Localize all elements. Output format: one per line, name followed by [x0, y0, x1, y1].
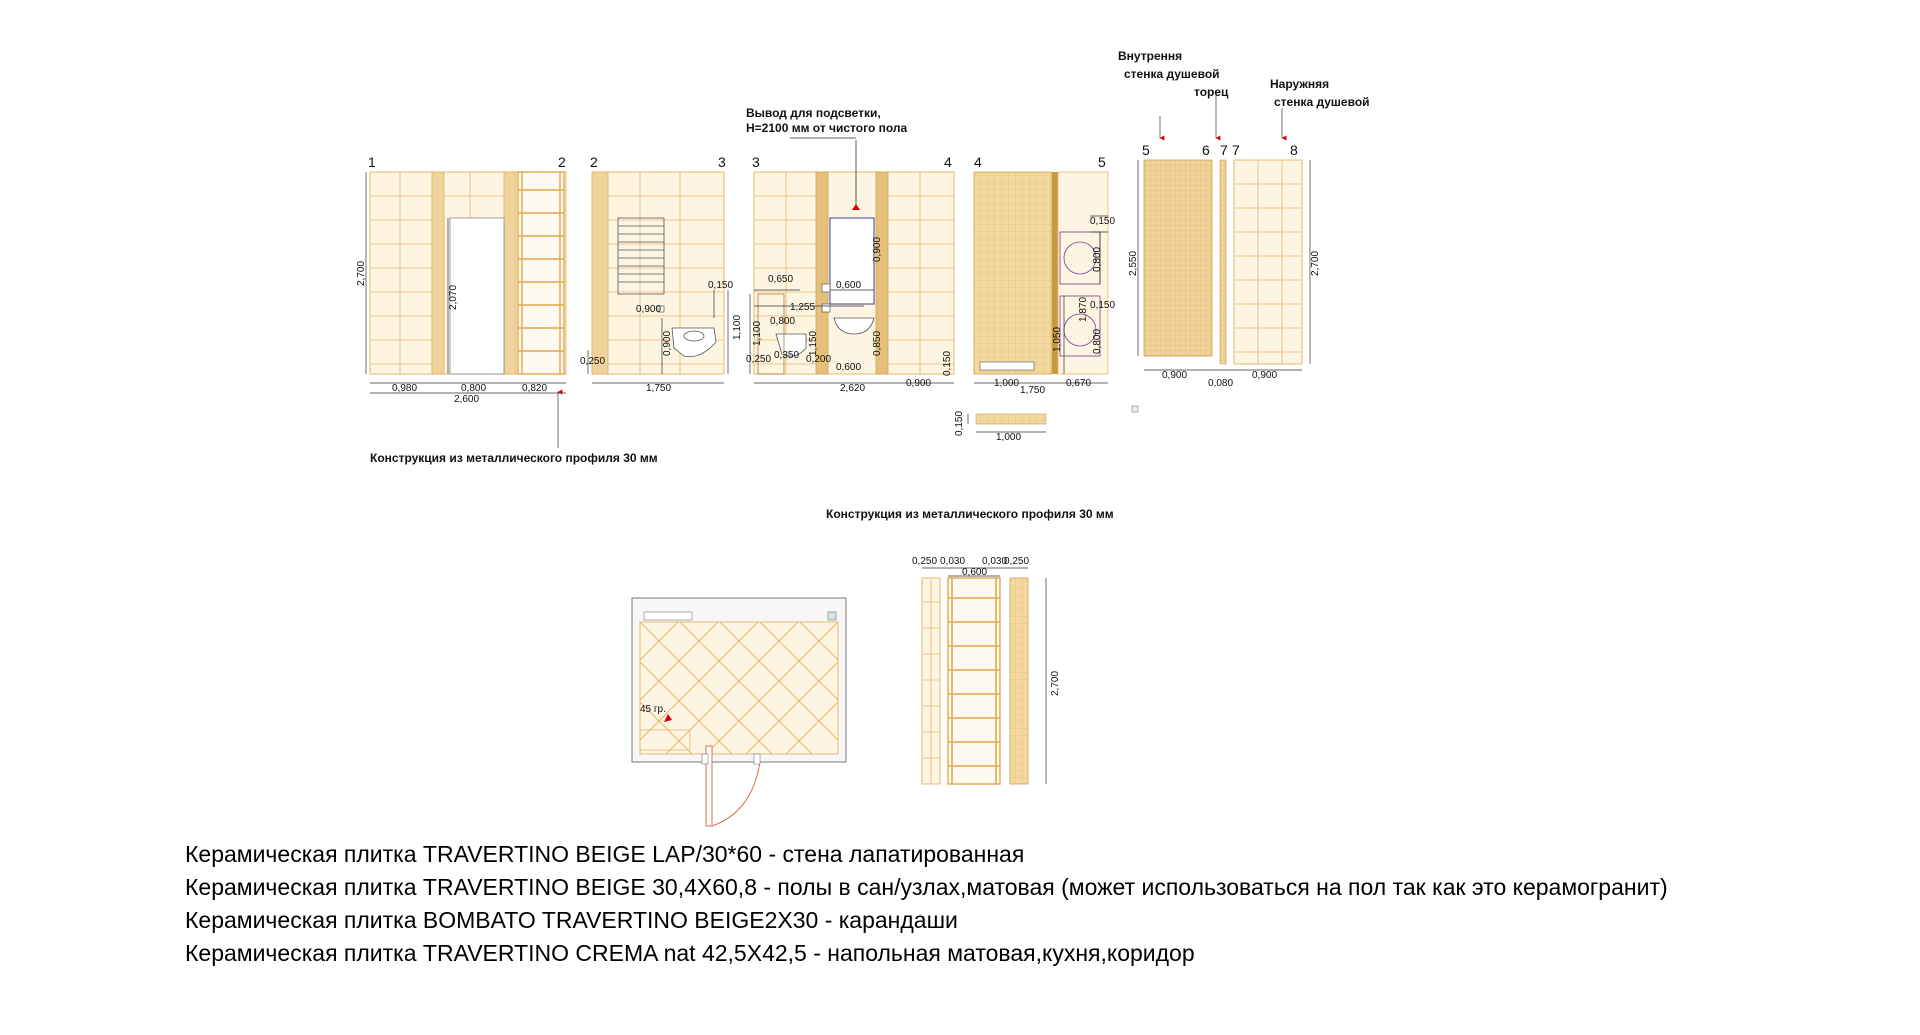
dim-1150: 1,150 [808, 330, 819, 356]
tile-legend [185, 838, 1885, 970]
legend-item: Керамическая плитка TRAVERTINO CREMA nat 42,5X42,5 - напольная матовая,кухня,коридор [185, 940, 1195, 966]
section-dim-4: 0,250 [1004, 556, 1030, 567]
dim-0600-b: 0,600 [836, 362, 862, 373]
dim-0800-b: 0,800 [1092, 328, 1103, 354]
dim-1000: 1,000 [994, 378, 1020, 389]
dim-door-height: 2,070 [448, 284, 459, 310]
axis-label-5: 5 [1098, 154, 1106, 170]
elevation-5-8 [1128, 92, 1321, 412]
dim-total-2: 1,750 [646, 383, 672, 394]
dim-0250: 0,250 [580, 356, 606, 367]
dim-height: 2,700 [356, 260, 367, 286]
section-width: 0,600 [962, 567, 988, 578]
lighting-note-line-1: Вывод для подсветки, [746, 106, 881, 120]
legend-item: Керамическая плитка TRAVERTINO BEIGE LAP/30*60 - стена лапатированная [185, 841, 1025, 867]
profile-note-2: Конструкция из металлического профиля 30 мм [826, 507, 1114, 521]
dim-0800-a: 0,800 [1092, 246, 1103, 272]
axis-label-3b: 3 [752, 154, 760, 170]
dim-0600-a: 0,600 [836, 280, 862, 291]
elevation-1-2 [356, 154, 566, 405]
inner-wall-line-1: Внутрення [1118, 49, 1183, 63]
axis-label-4: 4 [944, 154, 952, 170]
angle-label: 45 гр. [640, 704, 666, 715]
section-detail [912, 556, 1061, 784]
dim-0900-d: 0,900 [1162, 370, 1188, 381]
axis-label-2: 2 [558, 154, 566, 170]
elevation-3-4 [746, 138, 954, 394]
axis-label-2b: 2 [590, 154, 598, 170]
dim-1100: 1,100 [732, 314, 743, 340]
outer-wall-line-2: стенка душевой [1274, 95, 1370, 109]
axis-label-8: 8 [1290, 142, 1298, 158]
profile-note-1: Конструкция из металлического профиля 30 мм [370, 451, 658, 465]
dim-2700-b: 2,700 [1310, 250, 1321, 276]
dim-width-3: 0,820 [522, 383, 548, 394]
dim-1050: 1,050 [1052, 326, 1063, 352]
dim-0080: 0,080 [1208, 378, 1234, 389]
axis-label-7a: 7 [1220, 142, 1228, 158]
dim-0650: 0,650 [768, 274, 794, 285]
section-dim-3: 0,030 [982, 556, 1008, 567]
axis-label-4b: 4 [974, 154, 982, 170]
axis-label-7b: 7 [1232, 142, 1240, 158]
legend-item: Керамическая плитка BOMBATO TRAVERTINO BEIGE2X30 - карандаши [185, 907, 958, 933]
axis-label-6: 6 [1202, 142, 1210, 158]
dim-0800: 0,800 [770, 316, 796, 327]
dim-0900: 0,900 [872, 236, 883, 262]
dim-0150-b: 0,150 [1090, 300, 1116, 311]
dim-total: 2,600 [454, 394, 480, 405]
axis-label-5b: 5 [1142, 142, 1150, 158]
section-dim-2: 0,030 [940, 556, 966, 567]
axis-label-1: 1 [368, 154, 376, 170]
dim-0150-a: 0,150 [1090, 216, 1116, 227]
dim-0150: 0,150 [708, 280, 734, 291]
dim-2550: 2,550 [1128, 250, 1139, 276]
inner-wall-line-2: стенка душевой [1124, 67, 1220, 81]
end-face-label: торец [1194, 85, 1229, 99]
axis-label-3: 3 [718, 154, 726, 170]
dim-0900-b: 0,900 [662, 330, 673, 356]
lighting-note-line-2: H=2100 мм от чистого пола [746, 121, 908, 135]
dim-1255: 1,255 [790, 302, 816, 313]
dim-width-1: 0,980 [392, 383, 418, 394]
dim-0350: 0,350 [774, 350, 800, 361]
dim-sub-width: 1,000 [996, 432, 1022, 443]
dim-0900-a: 0,900 [636, 304, 662, 315]
dim-0250-b: 0,250 [746, 354, 772, 365]
dim-1870: 1,870 [1078, 296, 1089, 322]
dim-0670: 0,670 [1066, 378, 1092, 389]
dim-width-2: 0,800 [461, 383, 487, 394]
section-height: 2,700 [1050, 670, 1061, 696]
dim-sub-height: 0,150 [954, 410, 965, 436]
outer-wall-line-1: Наружняя [1270, 77, 1330, 91]
section-dim-1: 0,250 [912, 556, 938, 567]
legend-item: Керамическая плитка TRAVERTINO BEIGE 30,4X60,8 - полы в сан/узлах,матовая (может использоваться на пол так как это керамогранит) [185, 874, 1668, 900]
dim-total-3: 2,620 [840, 383, 866, 394]
elevation-2-3 [580, 154, 743, 394]
dim-total-4: 1,750 [1020, 385, 1046, 396]
dim-0850: 0,850 [872, 330, 883, 356]
dim-0900-c: 0,900 [906, 378, 932, 389]
dim-0200: 0,200 [806, 354, 832, 365]
dim-0150-c: 0,150 [942, 350, 953, 376]
floor-plan [546, 598, 932, 826]
dim-1100-b: 1,100 [752, 320, 763, 346]
dim-0900-e: 0,900 [1252, 370, 1278, 381]
